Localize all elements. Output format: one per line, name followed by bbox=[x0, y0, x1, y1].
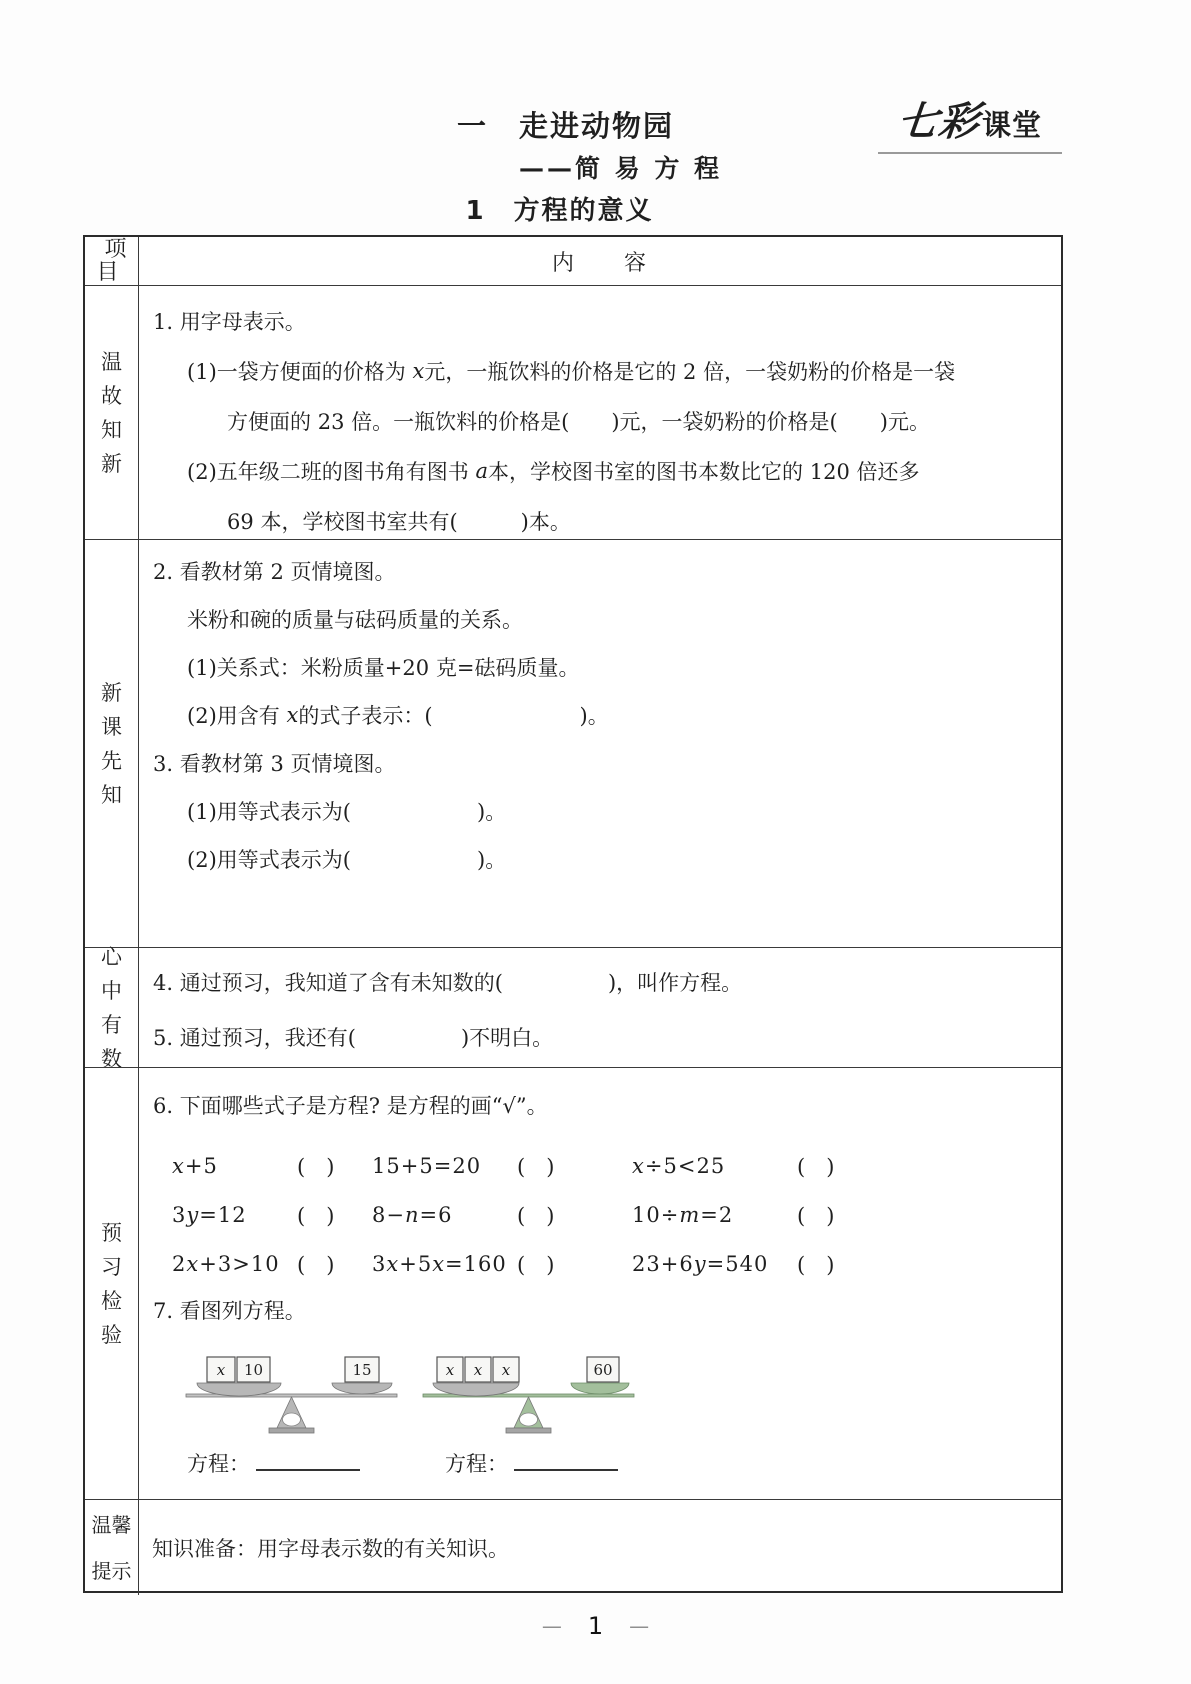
answer-paren: ( ) bbox=[797, 1154, 835, 1179]
label-char: 心 bbox=[101, 944, 122, 969]
content-line: 3. 看教材第 3 页情境图。 bbox=[153, 752, 396, 776]
header-item-char: 目 bbox=[96, 260, 119, 285]
brand-logo-calligraphy: 七彩 bbox=[895, 98, 983, 145]
weight-box-label: x bbox=[216, 1361, 226, 1379]
label-char: 预 bbox=[101, 1220, 122, 1245]
label-char: 习 bbox=[101, 1254, 122, 1279]
row-label-review bbox=[85, 285, 139, 539]
label-char: 知 bbox=[101, 417, 122, 442]
equation-expr: 3y=12 bbox=[172, 1202, 247, 1227]
tips-content bbox=[139, 1499, 1061, 1595]
equation-caption bbox=[187, 1448, 360, 1478]
label-char: 新 bbox=[101, 451, 122, 476]
lesson-title: 1 方程的意义 bbox=[465, 196, 654, 226]
equation-caption bbox=[445, 1448, 618, 1478]
equation-expr: x÷5<25 bbox=[632, 1153, 726, 1178]
answer-paren: ( ) bbox=[517, 1252, 555, 1277]
review-content bbox=[139, 285, 1061, 539]
weight-box-label: x bbox=[445, 1361, 455, 1379]
label-char: 温 bbox=[101, 349, 122, 374]
header-content-column bbox=[139, 237, 1061, 285]
page-footer bbox=[0, 1612, 1191, 1640]
label-char: 数 bbox=[101, 1046, 122, 1071]
worksheet-table bbox=[83, 235, 1063, 1593]
check-content bbox=[139, 1067, 1061, 1499]
answer-paren: ( ) bbox=[297, 1252, 335, 1277]
content-line: (2)五年级二班的图书角有图书 a 本，学校图书室的图书本数比它的 120 倍还多 bbox=[187, 459, 920, 484]
balance-scale-icon bbox=[184, 1344, 399, 1434]
content-line: (1)一袋方便面的价格为 x 元，一瓶饮料的价格是它的 2 倍，一袋奶粉的价格是一袋 bbox=[187, 359, 956, 384]
equation-expr: 15+5=20 bbox=[372, 1153, 482, 1178]
content-line: 5. 通过预习，我还有( )不明白。 bbox=[153, 1025, 554, 1050]
weight-box-label: 10 bbox=[243, 1361, 264, 1379]
content-line: 2. 看教材第 2 页情境图。 bbox=[153, 560, 396, 584]
equation-caption-label: 方程： bbox=[187, 1452, 250, 1476]
equation-expr: 8−n=6 bbox=[372, 1202, 453, 1227]
preview-content bbox=[139, 539, 1061, 947]
answer-paren: ( ) bbox=[797, 1252, 835, 1277]
content-line: 4. 通过预习，我知道了含有未知数的( )，叫作方程。 bbox=[153, 970, 743, 995]
label-chars: 温馨 bbox=[91, 1512, 132, 1537]
unit-title: 一 走进动物园 bbox=[456, 109, 674, 143]
label-chars: 提示 bbox=[91, 1558, 132, 1583]
header-item-column bbox=[85, 237, 139, 285]
weight-box-label: 15 bbox=[352, 1361, 372, 1379]
answer-paren: ( ) bbox=[517, 1154, 555, 1179]
weight-box-label: x bbox=[501, 1361, 511, 1379]
footer-dash: — bbox=[541, 1614, 562, 1638]
answer-paren: ( ) bbox=[297, 1154, 335, 1179]
equation-expr: 3x+5x=160 bbox=[372, 1251, 507, 1276]
header-item-char: 项 bbox=[104, 237, 127, 262]
answer-paren: ( ) bbox=[517, 1203, 555, 1228]
balance-scale-icon bbox=[421, 1344, 636, 1434]
content-line: (2)用等式表示为( )。 bbox=[187, 848, 507, 872]
weight-box-label: x bbox=[473, 1361, 483, 1379]
confidence-content bbox=[139, 947, 1061, 1067]
weight-box-label: 60 bbox=[593, 1361, 613, 1379]
label-char: 课 bbox=[101, 714, 122, 739]
row-label-check bbox=[85, 1067, 139, 1499]
label-char: 检 bbox=[101, 1288, 122, 1313]
content-line: 方便面的 23 倍。一瓶饮料的价格是( )元，一袋奶粉的价格是( )元。 bbox=[227, 410, 930, 434]
equation-expr: x+5 bbox=[172, 1153, 218, 1178]
content-line: 7. 看图列方程。 bbox=[153, 1299, 306, 1323]
content-line: 1. 用字母表示。 bbox=[153, 310, 306, 334]
label-char: 知 bbox=[101, 782, 122, 807]
answer-paren: ( ) bbox=[297, 1203, 335, 1228]
brand-logo-block: 课堂 bbox=[981, 108, 1042, 142]
equation-grid bbox=[172, 1141, 1061, 1288]
balance-scales bbox=[184, 1344, 1061, 1434]
label-char: 有 bbox=[101, 1012, 122, 1037]
answer-paren: ( ) bbox=[797, 1203, 835, 1228]
equation-row bbox=[172, 1141, 1061, 1190]
equation-expr: 23+6y=540 bbox=[632, 1251, 769, 1276]
row-label-confidence bbox=[85, 944, 139, 1071]
equation-caption-label: 方程： bbox=[445, 1452, 508, 1476]
content-line: (2)用含有 x 的式子表示：( )。 bbox=[187, 703, 609, 728]
header-content-label: 内 容 bbox=[551, 250, 648, 276]
content-line: 知识准备：用字母表示数的有关知识。 bbox=[152, 1536, 509, 1561]
content-line: 6. 下面哪些式子是方程? 是方程的画“√”。 bbox=[153, 1094, 548, 1118]
equation-captions bbox=[187, 1448, 1061, 1478]
content-line: 69 本，学校图书室共有( )本。 bbox=[227, 510, 571, 534]
label-char: 新 bbox=[101, 680, 122, 705]
label-char: 先 bbox=[101, 748, 122, 773]
content-line: (1)用等式表示为( )。 bbox=[187, 800, 507, 824]
row-label-preview bbox=[85, 539, 139, 947]
content-line: (1)关系式：米粉质量+20 克=砝码质量。 bbox=[187, 656, 580, 680]
row-label-tips bbox=[85, 1499, 139, 1595]
answer-blank-line bbox=[256, 1449, 360, 1471]
footer-dash: — bbox=[629, 1614, 650, 1638]
answer-blank-line bbox=[514, 1449, 618, 1471]
unit-subtitle: ——简 易 方 程 bbox=[518, 154, 723, 183]
label-char: 验 bbox=[101, 1322, 122, 1347]
equation-row bbox=[172, 1190, 1061, 1239]
page-number: 1 bbox=[587, 1612, 604, 1640]
label-char: 中 bbox=[101, 978, 122, 1003]
label-char: 故 bbox=[101, 383, 122, 408]
equation-expr: 10÷m=2 bbox=[632, 1202, 734, 1227]
equation-expr: 2x+3>10 bbox=[172, 1251, 280, 1276]
content-line: 米粉和碗的质量与砝码质量的关系。 bbox=[187, 608, 523, 632]
equation-row bbox=[172, 1239, 1061, 1288]
